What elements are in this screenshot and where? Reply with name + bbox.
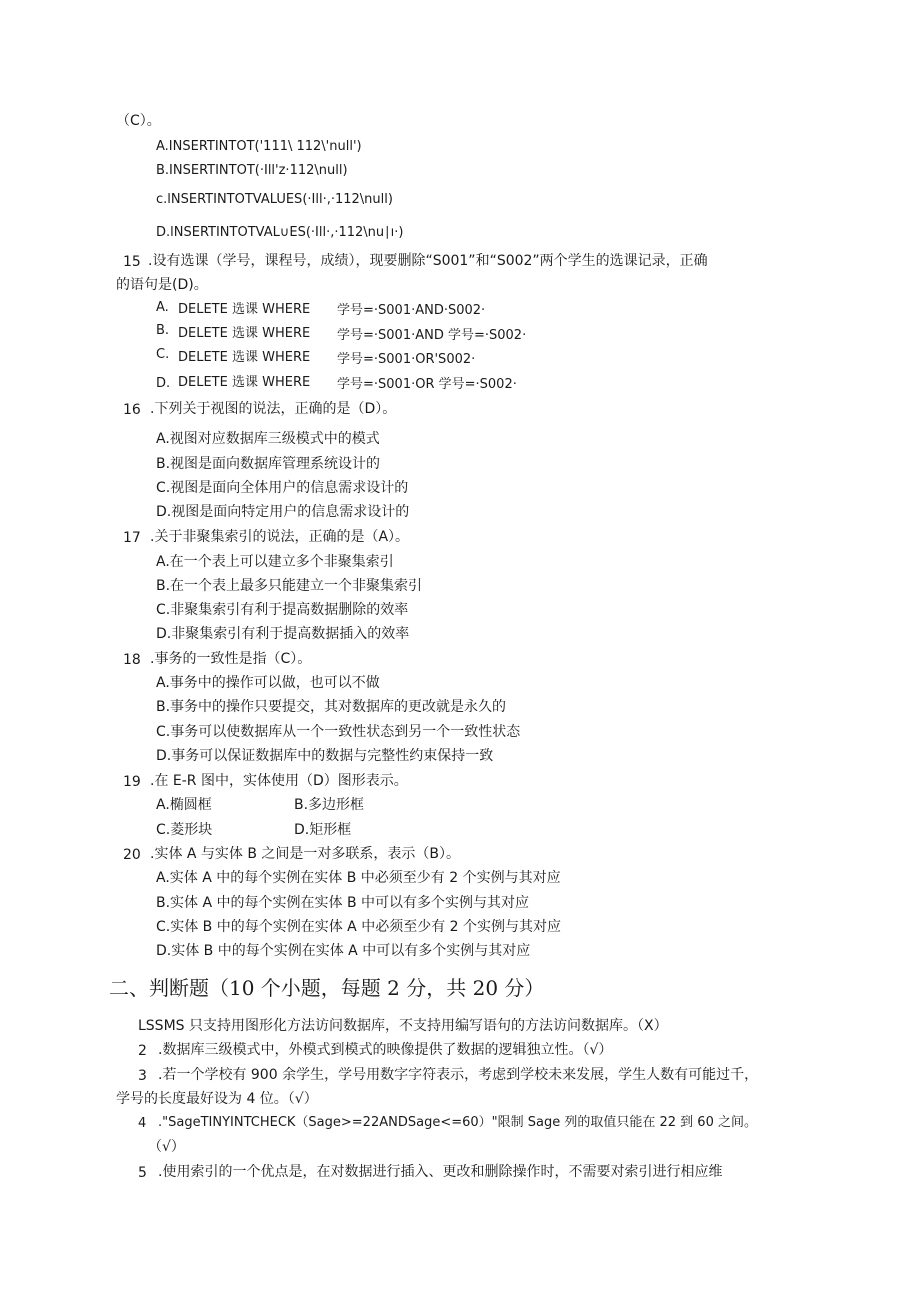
option-statement: DELETE 选课 WHERE	[178, 375, 311, 390]
option-label: D.	[156, 376, 171, 391]
question-text: .关于非聚集索引的说法，正确的是（A）。	[150, 529, 410, 545]
judgment-item: LSSMS 只支持用图形化方法访问数据库，不支持用编写语句的方法访问数据库。（X）	[138, 1018, 668, 1034]
option-c: C.菱形块	[156, 822, 213, 838]
question-number: 18	[123, 652, 141, 668]
option-b: B.INSERTINTOT(·Ill'z·112\null)	[156, 163, 348, 178]
question-number: 3	[138, 1068, 147, 1084]
option-condition: 学号=·S001·OR 学号=·S002·	[337, 377, 517, 392]
option-condition: 学号=·S001·OR'S002·	[337, 352, 476, 367]
question-text: .实体 A 与实体 B 之间是一对多联系，表示（B）。	[150, 846, 461, 862]
option-label: B.	[156, 323, 170, 338]
option-d: D.lNSERTINTOTVAL∪ES(·Ill·,·112\nu∣ı·)	[156, 225, 404, 240]
question-number: 4	[138, 1116, 147, 1131]
option-a: A.椭圆框	[156, 797, 212, 813]
answer-line: （C）。	[116, 113, 161, 129]
option-statement: DELETE 选课 WHERE	[178, 326, 311, 341]
option-b: B.事务中的操作只要提交，其对数据库的更改就是永久的	[156, 699, 507, 715]
question-number: 17	[123, 530, 141, 546]
option-condition: 学号=·S001·AND·S002·	[337, 303, 486, 318]
option-c: C.非聚集索引有利于提高数据删除的效率	[156, 602, 409, 618]
option-a: A.实体 A 中的每个实例在实体 B 中必须至少有 2 个实例与其对应	[156, 870, 561, 886]
option-a: A.在一个表上可以建立多个非聚集索引	[156, 554, 394, 570]
question-number: 20	[123, 847, 141, 863]
option-b: B.在一个表上最多只能建立一个非聚集索引	[156, 578, 423, 594]
question-text: .下列关于视图的说法，正确的是（D）。	[150, 401, 397, 417]
option-statement: DELETE 选课 WHERE	[178, 350, 311, 365]
judgment-item: .数据库三级模式中，外模式到模式的映像提供了数据的逻辑独立性。（√）	[158, 1042, 613, 1058]
option-c: C.视图是面向全体用户的信息需求设计的	[156, 480, 409, 496]
option-b: B.多边形框	[294, 797, 365, 813]
option-d: D.事务可以保证数据库中的数据与完整性约束保持一致	[156, 748, 494, 764]
option-b: B.视图是面向数据库管理系统设计的	[156, 456, 381, 472]
judgment-item-cont: 学号的长度最好设为 4 位。（√）	[116, 1091, 318, 1107]
judgment-item-cont: （√）	[148, 1139, 185, 1155]
question-text: .在 E-R 图中，实体使用（D）图形表示。	[150, 773, 408, 789]
option-c: c.lNSERTINTOTVALUES(·Ill·,·112\null)	[156, 192, 393, 207]
question-number: 19	[123, 774, 141, 790]
option-a: A.事务中的操作可以做，也可以不做	[156, 675, 380, 691]
option-b: B.实体 A 中的每个实例在实体 B 中可以有多个实例与其对应	[156, 895, 530, 911]
question-text: .事务的一致性是指（C）。	[150, 651, 312, 667]
judgment-item: .使用索引的一个优点是，在对数据进行插入、更改和删除操作时，不需要对索引进行相应维	[158, 1164, 723, 1180]
question-number: 2	[138, 1043, 147, 1059]
option-label: C.	[156, 347, 170, 362]
option-condition: 学号=·S001·AND 学号=·S002·	[337, 328, 527, 343]
question-number: 15	[123, 254, 141, 270]
question-text: .设有选课（学号，课程号，成绩），现要删除“S001”和“S002”两个学生的选课记录，正确	[148, 253, 708, 269]
option-label: A.	[156, 300, 169, 315]
option-c: C.实体 B 中的每个实例在实体 A 中必须至少有 2 个实例与其对应	[156, 919, 562, 935]
option-d: D.矩形框	[294, 822, 352, 838]
option-statement: DELETE 选课 WHERE	[178, 302, 311, 317]
question-number: 16	[123, 402, 141, 418]
option-a: A.INSERTINTOT('111\ 112\'null')	[156, 139, 362, 154]
judgment-item: .若一个学校有 900 余学生，学号用数字字符表示，考虑到学校未来发展，学生人数有可能过千，	[158, 1067, 759, 1083]
option-c: C.事务可以使数据库从一个一致性状态到另一个一致性状态	[156, 724, 521, 740]
option-a: A.视图对应数据库三级模式中的模式	[156, 431, 380, 447]
option-d: D.非聚集索引有利于提高数据插入的效率	[156, 626, 410, 642]
judgment-item: ."SageTINYINTCHECK（Sage>=22ANDSage<=60）"限制 Sage 列的取值只能在 22 到 60 之间。	[158, 1115, 757, 1130]
option-d: D.视图是面向特定用户的信息需求设计的	[156, 504, 410, 520]
option-d: D.实体 B 中的每个实例在实体 A 中可以有多个实例与其对应	[156, 943, 531, 959]
section-heading: 二、判断题（10 个小题，每题 2 分，共 20 分）	[109, 976, 545, 1000]
question-text-cont: 的语句是(D)。	[116, 277, 208, 293]
question-number: 5	[138, 1165, 147, 1181]
